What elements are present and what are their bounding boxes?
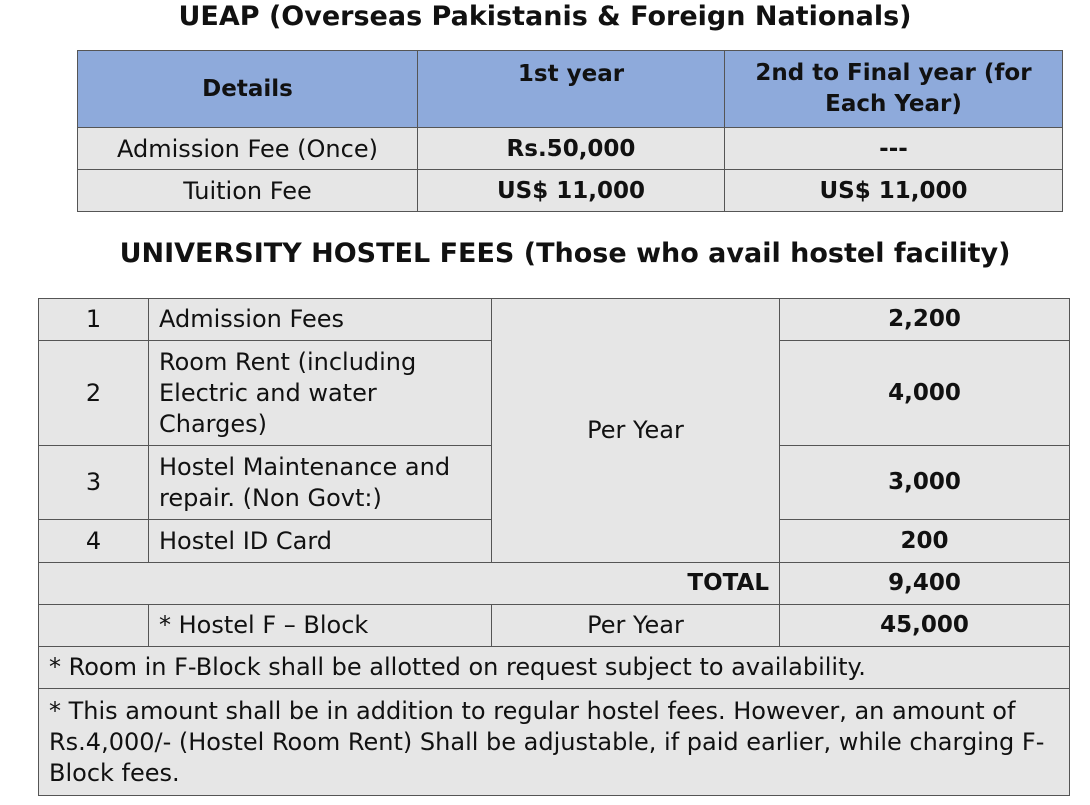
hostel-fee-table <box>38 298 1070 796</box>
hostel-row-number: 3 <box>39 446 149 520</box>
ueap-title: UEAP (Overseas Pakistanis & Foreign Nationals) <box>178 1 912 32</box>
hostel-row-item: Hostel ID Card <box>149 520 492 563</box>
hostel-fblock-blank <box>39 605 149 647</box>
hostel-fblock-period: Per Year <box>492 605 780 647</box>
hostel-row-item: Hostel Maintenance and repair. (Non Govt:) <box>149 446 492 520</box>
ueap-header-details: Details <box>78 51 418 128</box>
ueap-row-detail: Admission Fee (Once) <box>78 128 418 170</box>
hostel-total-amount: 9,400 <box>780 563 1070 605</box>
hostel-total-label: TOTAL <box>39 563 780 605</box>
hostel-row-1 <box>39 299 1070 341</box>
hostel-period: Per Year <box>492 299 780 563</box>
hostel-row-item: Room Rent (including Electric and water Charges) <box>149 341 492 446</box>
ueap-header-first-year: 1st year <box>418 51 725 128</box>
hostel-fblock-row <box>39 605 1070 647</box>
hostel-row-number: 1 <box>39 299 149 341</box>
hostel-fblock-item: * Hostel F – Block <box>149 605 492 647</box>
ueap-header-row <box>78 51 1063 128</box>
ueap-row-detail: Tuition Fee <box>78 170 418 212</box>
hostel-row-amount: 200 <box>780 520 1070 563</box>
ueap-row-later-years: --- <box>725 128 1063 170</box>
hostel-row-number: 2 <box>39 341 149 446</box>
hostel-row-amount: 3,000 <box>780 446 1070 520</box>
hostel-note-row-1 <box>39 647 1070 689</box>
ueap-row-later-years: US$ 11,000 <box>725 170 1063 212</box>
ueap-row-tuition <box>78 170 1063 212</box>
hostel-note: * This amount shall be in addition to regular hostel fees. However, an amount of Rs.4,000/- (Hostel Room Rent) Shall be adjustable, if paid earlier, while charging F-Block fees. <box>39 689 1070 796</box>
hostel-total-row <box>39 563 1070 605</box>
hostel-note: * Room in F-Block shall be allotted on request subject to availability. <box>39 647 1070 689</box>
ueap-fee-table <box>77 50 1063 212</box>
hostel-row-item: Admission Fees <box>149 299 492 341</box>
hostel-fblock-amount: 45,000 <box>780 605 1070 647</box>
ueap-row-first-year: Rs.50,000 <box>418 128 725 170</box>
hostel-row-number: 4 <box>39 520 149 563</box>
ueap-row-admission <box>78 128 1063 170</box>
hostel-note-row-2 <box>39 689 1070 796</box>
ueap-row-first-year: US$ 11,000 <box>418 170 725 212</box>
hostel-row-amount: 2,200 <box>780 299 1070 341</box>
ueap-header-later-years: 2nd to Final year (for Each Year) <box>725 51 1063 128</box>
hostel-row-amount: 4,000 <box>780 341 1070 446</box>
hostel-title: UNIVERSITY HOSTEL FEES (Those who avail hostel facility) <box>119 238 1011 269</box>
